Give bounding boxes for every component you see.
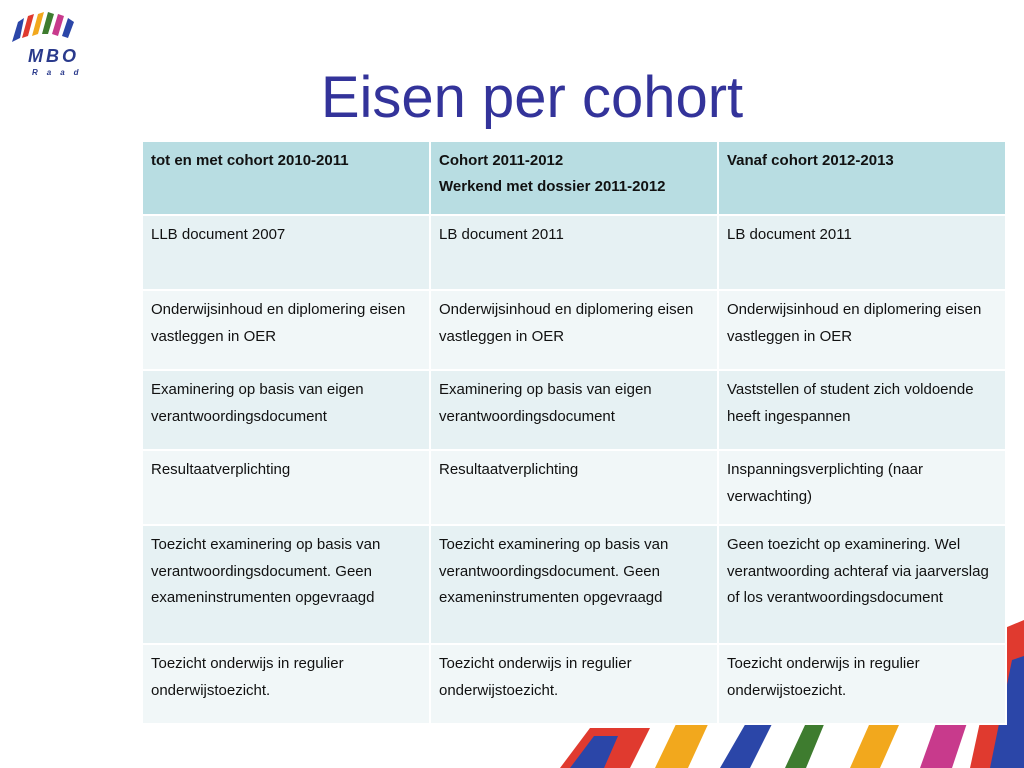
logo-stripes-icon [8, 8, 104, 48]
table-cell: Resultaatverplichting [142, 450, 430, 525]
cohort-requirements-table [141, 140, 1007, 725]
table-cell: Toezicht onderwijs in regulier onderwijstoezicht. [718, 644, 1006, 724]
table-row [142, 644, 1006, 724]
table-row [142, 290, 1006, 370]
table-cell: Toezicht examinering op basis van verantwoordingsdocument. Geen exameninstrumenten opgevraagd [142, 525, 430, 644]
table-cell: Examinering op basis van eigen verantwoordingsdocument [430, 370, 718, 450]
table-cell: LB document 2011 [430, 215, 718, 290]
table-cell: Onderwijsinhoud en diplomering eisen vastleggen in OER [718, 290, 1006, 370]
table-cell: LB document 2011 [718, 215, 1006, 290]
table-cell: Onderwijsinhoud en diplomering eisen vastleggen in OER [430, 290, 718, 370]
header-cell [718, 141, 1006, 215]
header-cell [430, 141, 718, 215]
logo-text: MBO [28, 46, 79, 66]
table-cell: Resultaatverplichting [430, 450, 718, 525]
table-cell: Onderwijsinhoud en diplomering eisen vastleggen in OER [142, 290, 430, 370]
header-text: Cohort 2011-2012 [439, 152, 564, 169]
slide-title: Eisen per cohort [320, 65, 744, 130]
table-row [142, 215, 1006, 290]
header-text: Vanaf cohort 2012-2013 [727, 152, 894, 169]
logo-subtext: Raad [32, 68, 88, 77]
table-cell: LLB document 2007 [142, 215, 430, 290]
header-cell [142, 141, 430, 215]
table-header-row [142, 141, 1006, 215]
table-row [142, 370, 1006, 450]
table-cell: Vaststellen of student zich voldoende heeft ingespannen [718, 370, 1006, 450]
table-cell: Toezicht onderwijs in regulier onderwijstoezicht. [142, 644, 430, 724]
table-cell: Geen toezicht op examinering. Wel verantwoording achteraf via jaarverslag of los verantwoordingsdocument [718, 525, 1006, 644]
header-subtext: Werkend met dossier 2011-2012 [439, 178, 666, 195]
table-row [142, 450, 1006, 525]
table-row [142, 525, 1006, 644]
table-cell: Toezicht examinering op basis van verantwoordingsdocument. Geen exameninstrumenten opgevraagd [430, 525, 718, 644]
table-cell: Inspanningsverplichting (naar verwachting) [718, 450, 1006, 525]
header-text: tot en met cohort 2010-2011 [151, 152, 349, 169]
table-cell: Examinering op basis van eigen verantwoordingsdocument [142, 370, 430, 450]
table-cell: Toezicht onderwijs in regulier onderwijstoezicht. [430, 644, 718, 724]
